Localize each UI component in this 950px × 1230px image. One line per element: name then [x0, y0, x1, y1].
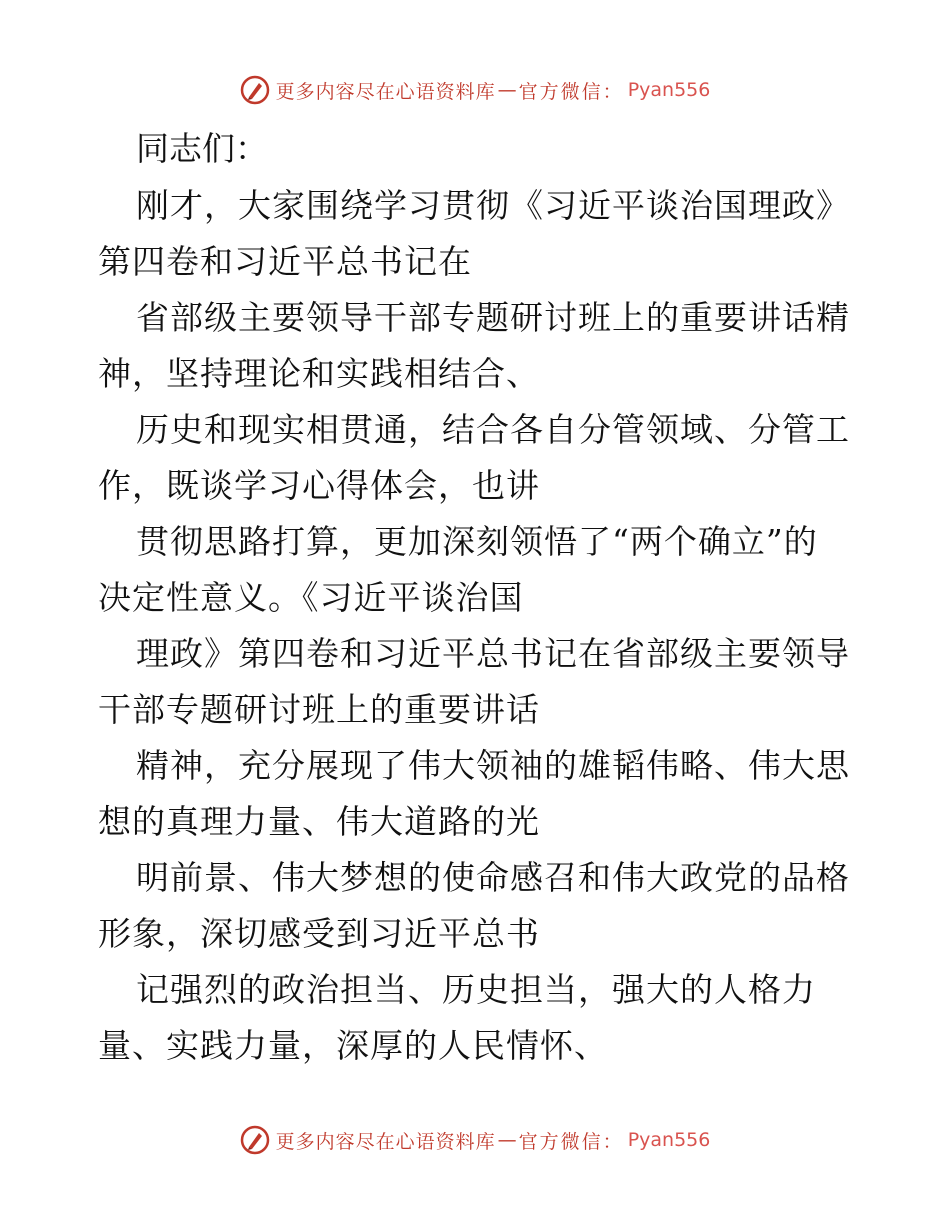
paragraph-line: 量、实践力量，深厚的人民情怀、 [98, 1026, 608, 1065]
pen-logo-icon [240, 75, 270, 105]
paragraph [98, 626, 858, 738]
watermark-official-label: 官方微信： [518, 1130, 624, 1153]
paragraph-line: 精神，充分展现了伟大领袖的雄韬伟略、伟大思 [136, 746, 850, 785]
paragraph [98, 850, 858, 962]
paragraph-line: 理政》第四卷和习近平总书记在省部级主要领导 [136, 634, 850, 673]
watermark-separator: — [497, 79, 517, 101]
watermark-wechat-id: Pyan556 [627, 79, 711, 101]
header-watermark [0, 70, 950, 110]
paragraph-line: 明前景、伟大梦想的使命感召和伟大政党的品格 [136, 858, 850, 897]
paragraph-line: 刚才，大家围绕学习贯彻《习近平谈治国理政》 [136, 186, 850, 225]
paragraph-line: 神，坚持理论和实践相结合、 [98, 354, 540, 393]
paragraph-line: 记强烈的政治担当、历史担当，强大的人格力 [136, 970, 816, 1009]
paragraph [98, 402, 858, 514]
paragraph [98, 962, 858, 1074]
watermark-text: 更多内容尽在心语资料库 [275, 1130, 496, 1153]
watermark-official-label: 官方微信： [518, 80, 624, 103]
paragraph-line: 贯彻思路打算，更加深刻领悟了“两个确立”的 [136, 522, 818, 561]
paragraph [98, 738, 858, 850]
paragraph-line: 形象，深切感受到习近平总书 [98, 914, 540, 953]
paragraph-line: 省部级主要领导干部专题研讨班上的重要讲话精 [136, 298, 850, 337]
watermark-text: 更多内容尽在心语资料库 [275, 80, 496, 103]
paragraph-line: 想的真理力量、伟大道路的光 [98, 802, 540, 841]
paragraph [98, 178, 858, 290]
watermark-wechat-id: Pyan556 [627, 1129, 711, 1151]
paragraph-line: 历史和现实相贯通，结合各自分管领域、分管工 [136, 410, 850, 449]
watermark-separator: — [497, 1129, 517, 1151]
footer-watermark [0, 1120, 950, 1160]
paragraph-line: 作，既谈学习心得体会，也讲 [98, 466, 540, 505]
paragraph-line: 第四卷和习近平总书记在 [98, 242, 472, 281]
paragraph-line: 决定性意义。《习近平谈治国 [98, 578, 524, 617]
pen-logo-icon [240, 1125, 270, 1155]
paragraph-line: 干部专题研讨班上的重要讲话 [98, 690, 540, 729]
paragraph [98, 514, 858, 626]
document-body [98, 120, 858, 1074]
greeting: 同志们： [136, 129, 268, 168]
paragraph [98, 290, 858, 402]
